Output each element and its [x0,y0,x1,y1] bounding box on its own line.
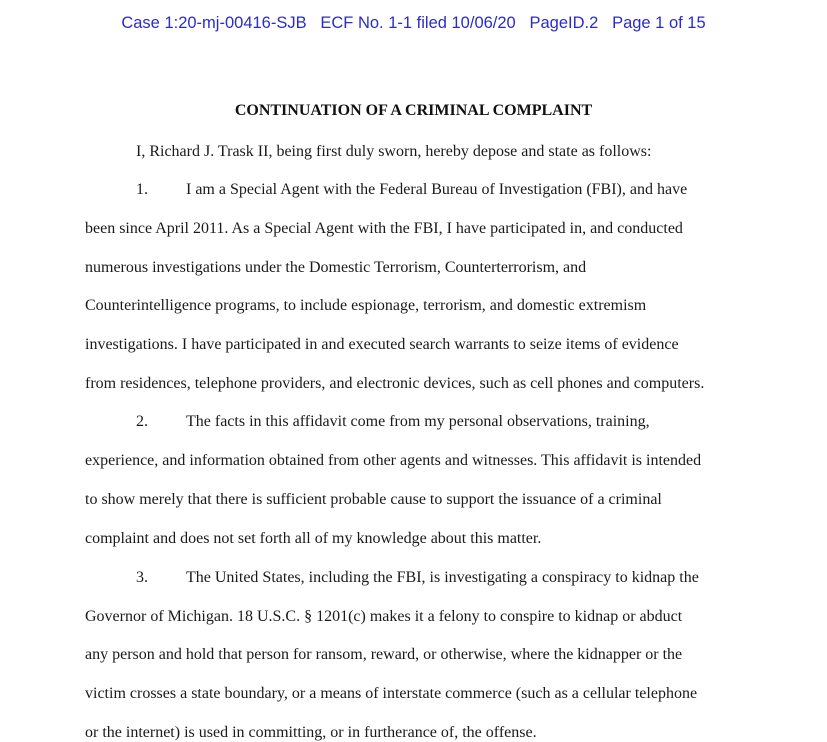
paragraph-line: complaint and does not set forth all of my knowledge about this matter. [85,530,542,547]
paragraph-line: The facts in this affidavit come from my personal observations, training, [186,413,650,430]
page-id: PageID.2 [529,14,599,32]
document-title: CONTINUATION OF A CRIMINAL COMPLAINT [234,102,593,119]
page-count: Page 1 of 15 [612,14,706,32]
paragraph-line: or the internet) is used in committing, or in furtherance of, the offense. [85,724,537,741]
case-number: Case 1:20-mj-00416-SJB [121,14,307,32]
ecf-filing: ECF No. 1-1 filed 10/06/20 [320,14,516,32]
paragraph-line: victim crosses a state boundary, or a means of interstate commerce (such as a cellular telephone [85,685,698,702]
paragraph-line: numerous investigations under the Domestic Terrorism, Counterterrorism, and [85,259,587,276]
paragraph-line: been since April 2011. As a Special Agent with the FBI, I have participated in, and conducted [85,220,683,237]
paragraph-line: Counterintelligence programs, to include espionage, terrorism, and domestic extremism [85,297,647,314]
paragraph-line: I am a Special Agent with the Federal Bureau of Investigation (FBI), and have [186,181,688,198]
paragraph-number: 1. [136,181,148,198]
paragraph-line: any person and hold that person for ransom, reward, or otherwise, where the kidnapper or the [85,646,683,663]
paragraph-line: investigations. I have participated in and executed search warrants to seize items of evidence [85,336,679,353]
paragraph-line: The United States, including the FBI, is investigating a conspiracy to kidnap the [186,569,699,586]
paragraph-line: Governor of Michigan. 18 U.S.C. § 1201(c) makes it a felony to conspire to kidnap or abduct [85,608,683,625]
ecf-header [0,14,827,33]
paragraph-line: from residences, telephone providers, and electronic devices, such as cell phones and computers. [85,375,705,392]
intro-line: I, Richard J. Trask II, being first duly sworn, hereby depose and state as follows: [136,143,652,160]
paragraph-line: to show merely that there is sufficient probable cause to support the issuance of a criminal [85,491,662,508]
paragraph-number: 3. [136,569,148,586]
paragraph-number: 2. [136,413,148,430]
paragraph-line: experience, and information obtained from other agents and witnesses. This affidavit is intended [85,452,702,469]
